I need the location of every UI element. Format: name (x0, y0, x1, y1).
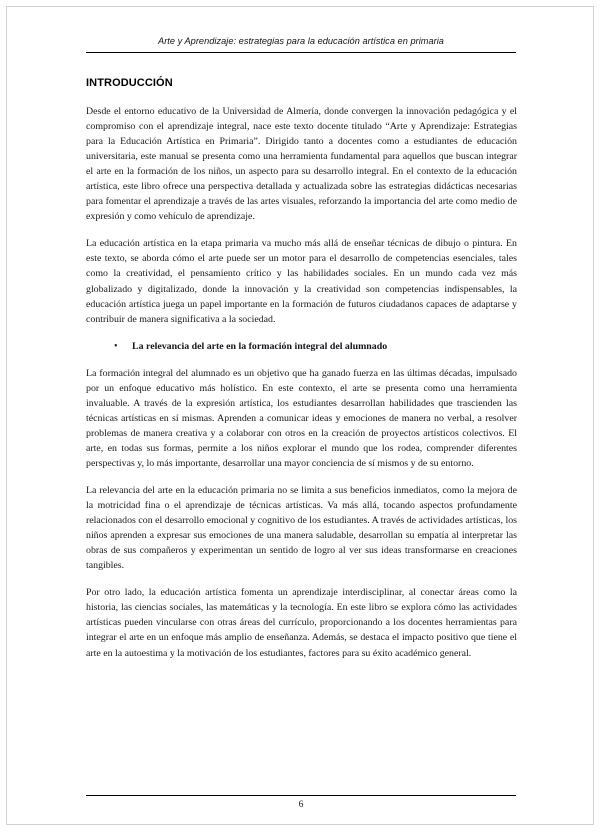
header-divider-rule (86, 52, 516, 53)
page-number: 6 (298, 799, 304, 810)
bullet-marker-icon: • (114, 340, 118, 352)
page-title: INTRODUCCIÓN (86, 77, 173, 89)
page-footer (86, 795, 516, 811)
paragraph: La formación integral del alumnado es un objetivo que ha ganado fuerza en las últimas décadas, impulsado por un enfoque educativo más holístico. En este contexto, el arte se presenta como una herramienta invaluable. A través de la expresión artística, los estudiantes desarrollan habilidades que trascienden las técnicas artísticas en sí mismas. Aprenden a comunicar ideas y emociones de manera no verbal, a resolver problemas de manera creativa y a colaborar con otros en la creación de proyectos artísticos colectivos. El arte, en todas sus formas, permite a los niños explorar el mundo que los rodea, comprender diferentes perspectivas y, lo más importante, desarrollar una mayor conciencia de sí mismos y de su entorno. (86, 367, 517, 469)
paragraph: La educación artística en la etapa primaria va mucho más allá de enseñar técnicas de dibujo o pintura. En este texto, se aborda cómo el arte puede ser un motor para el desarrollo de competencias esenciales, tales como la creatividad, el pensamiento crítico y las habilidades sociales. En un mundo cada vez más globalizado y digitalizado, donde la innovación y la creatividad son competencias indispensables, la educación artística juega un papel importante en la formación de futuros ciudadanos capaces de adaptarse y contribuir de manera significativa a la sociedad. (86, 238, 517, 325)
bullet-list-item-label: La relevancia del arte en la formación integral del alumnado (132, 340, 388, 352)
bullet-list-item (86, 339, 517, 354)
paragraph: Por otro lado, la educación artística fomenta un aprendizaje interdisciplinar, al conectar áreas como la historia, las ciencias sociales, las matemáticas y la tecnología. En este libro se explora cómo las actividades artísticas pueden vincularse con otras áreas del currículo, proporcionando a los docentes herramientas para integrar el arte en un enfoque más amplio de enseñanza. Además, se destaca el impacto positivo que tiene el arte en la autoestima y la motivación de los estudiantes, factores para su éxito académico general. (86, 587, 517, 659)
document-page (6, 6, 594, 825)
running-header (86, 35, 516, 53)
body-content (86, 104, 517, 661)
paragraph: La relevancia del arte en la educación primaria no se limita a sus beneficios inmediatos, como la mejora de la motricidad fina o el aprendizaje de técnicas artísticas. Va más allá, tocando aspectos profundamente relacionados con el desarrollo emocional y cognitivo de los estudiantes. A través de actividades artísticas, los niños aprenden a expresar sus emociones de una manera saludable, desarrollan su empatía al interpretar las obras de sus compañeros y experimentan un sentido de logro al ver sus ideas transformarse en creaciones tangibles. (86, 485, 517, 572)
footer-divider-rule (86, 795, 516, 796)
running-header-text: Arte y Aprendizaje: estrategias para la educación artística en primaria (158, 36, 444, 46)
paragraph: Desde el entorno educativo de la Universidad de Almería, donde convergen la innovación pedagógica y el compromiso con el aprendizaje integral, nace este texto docente titulado “Arte y Aprendizaje: Estrategias para la Educación Artística en Primaria”. Dirigido tanto a docentes como a estudiantes de educación universitaria, este manual se presenta como una herramienta fundamental para aquellos que buscan integrar el arte en la formación de los niños, un aspecto para su desarrollo integral. En el contexto de la educación artística, este libro ofrece una perspectiva detallada y actualizada sobre las estrategias didácticas necesarias para fomentar el aprendizaje a través de las artes visuales, reforzando la importancia del arte como medio de expresión y como vehículo de aprendizaje. (86, 106, 517, 223)
